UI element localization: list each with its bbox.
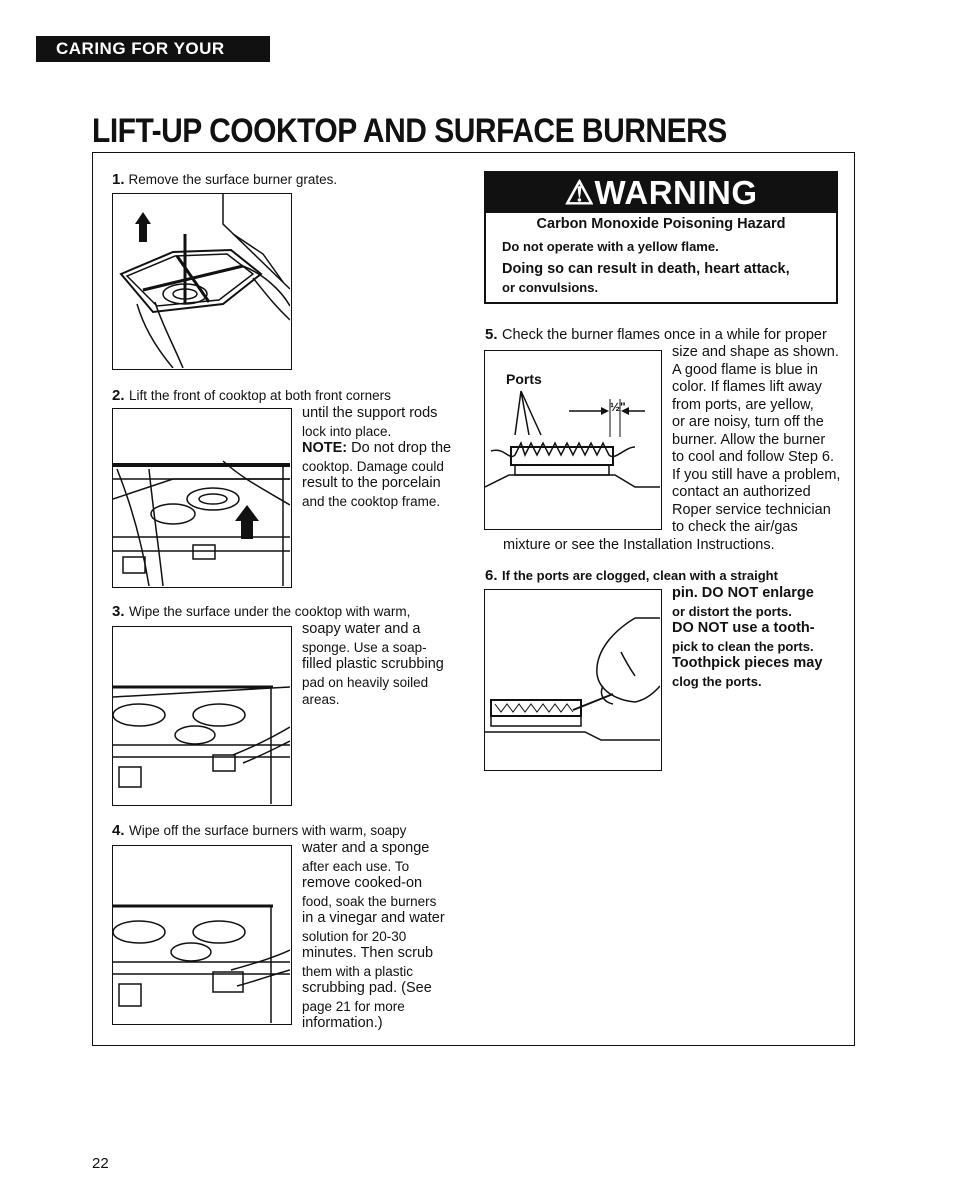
step-3-line: filled plastic scrubbing	[302, 656, 444, 672]
warning-triangle-icon: ⚠	[564, 174, 595, 211]
step-3-heading	[112, 603, 410, 621]
step-5-line: from ports, are yellow,	[672, 396, 814, 413]
step-2-illustration	[112, 408, 292, 588]
step-2-line: until the support rods	[302, 405, 438, 421]
step-4-heading	[112, 822, 406, 840]
warning-title-text: WARNING	[594, 174, 758, 211]
warning-line-2b: or convulsions.	[502, 280, 599, 295]
step-4-illustration	[112, 845, 292, 1025]
step-2-note	[302, 440, 451, 458]
step-5-line: to check the air/gas	[672, 519, 798, 535]
step-6-first-line: If the ports are clogged, clean with a straight	[501, 568, 778, 583]
warning-title	[486, 173, 836, 213]
section-header-bar	[36, 36, 270, 84]
step-3-illustration	[112, 626, 292, 806]
step-2-first-line: Lift the front of cooktop at both front corners	[128, 388, 391, 403]
step-1-number: 1.	[112, 171, 125, 188]
flame-measure-label: ½"	[610, 400, 626, 414]
step-5-line: contact an authorized	[672, 484, 811, 500]
step-6-illustration	[484, 589, 662, 771]
page-title: LIFT-UP COOKTOP AND SURFACE BURNERS	[92, 112, 727, 150]
clean-ports-drawing	[485, 590, 660, 769]
step-4-line: after each use. To	[302, 858, 410, 874]
step-5-line: A good flame is blue in	[672, 361, 818, 378]
grate-lift-drawing	[113, 194, 290, 368]
warning-line-2a: Doing so can result in death, heart attack,	[502, 261, 790, 277]
step-4-line: in a vinegar and water	[302, 910, 445, 926]
step-4-body	[302, 840, 445, 1033]
step-2-note-line: result to the porcelain	[302, 475, 441, 491]
step-6-line: or distort the ports.	[672, 603, 792, 619]
step-5-heading	[485, 326, 827, 345]
cooktop-lift-drawing	[113, 409, 290, 586]
step-6-line: pin. DO NOT enlarge	[672, 585, 814, 601]
step-4-line: information.)	[302, 1015, 383, 1031]
step-2-heading	[112, 387, 391, 405]
step-1-illustration	[112, 193, 292, 370]
step-4-line: them with a plastic	[302, 963, 414, 979]
step-4-first-line: Wipe off the surface burners with warm, soapy	[128, 823, 407, 838]
step-6-heading	[485, 567, 778, 585]
step-3-body	[302, 621, 444, 709]
step-5-body	[672, 344, 840, 537]
step-3-first-line: Wipe the surface under the cooktop with warm,	[128, 604, 411, 619]
step-3-number: 3.	[112, 603, 125, 620]
warning-line-1: Do not operate with a yellow flame.	[502, 239, 719, 254]
step-2-number: 2.	[112, 387, 125, 404]
step-6-line: clog the ports.	[672, 673, 762, 689]
step-3-line: sponge. Use a soap-	[302, 639, 427, 655]
step-4-line: food, soak the burners	[302, 893, 437, 909]
step-6-number: 6.	[485, 567, 498, 584]
page-number: 22	[92, 1155, 109, 1172]
step-5-line: If you still have a problem,	[672, 466, 841, 483]
step-2-note-line: cooktop. Damage could	[302, 458, 444, 474]
warning-header	[486, 173, 836, 213]
step-6-line: DO NOT use a tooth-	[672, 620, 815, 636]
step-5-line: or are noisy, turn off the	[672, 414, 824, 430]
step-3-line: areas.	[302, 692, 340, 707]
step-5-first-line: Check the burner flames once in a while for proper	[501, 327, 827, 343]
step-2-body	[302, 405, 451, 510]
step-1-instruction: Remove the surface burner grates.	[128, 172, 338, 187]
step-5-last-line: mixture or see the Installation Instructions.	[503, 537, 775, 553]
step-6-line: Toothpick pieces may	[672, 655, 823, 671]
step-5-line: burner. Allow the burner	[672, 431, 826, 448]
step-4-number: 4.	[112, 822, 125, 839]
step-4-line: minutes. Then scrub	[302, 945, 434, 961]
step-5-line: Roper service technician	[672, 501, 831, 518]
step-5-line: color. If flames lift away	[672, 379, 822, 395]
step-5-line: to cool and follow Step 6.	[672, 449, 835, 465]
step-1-text	[112, 171, 337, 190]
step-4-line: scrubbing pad. (See	[302, 980, 432, 996]
step-2-note-label: NOTE:	[302, 440, 348, 456]
step-4-line: remove cooked-on	[302, 875, 423, 891]
step-2-note-line: and the cooktop frame.	[302, 493, 441, 509]
step-2-note-text: Do not drop the	[347, 440, 452, 456]
step-4-line: water and a sponge	[302, 840, 430, 856]
step-2-line: lock into place.	[302, 423, 392, 439]
step-5-number: 5.	[485, 326, 498, 343]
step-5-line: size and shape as shown.	[672, 344, 839, 360]
step-4-line: page 21 for more	[302, 998, 405, 1014]
step-6-line: pick to clean the ports.	[672, 638, 814, 654]
step-6-body	[672, 585, 822, 690]
section-header-label: CARING FOR YOUR RANGE	[56, 39, 225, 84]
ports-label: Ports	[506, 371, 542, 387]
step-4-line: solution for 20-30	[302, 928, 407, 944]
wipe-burner-drawing	[113, 846, 290, 1023]
wipe-surface-drawing	[113, 627, 290, 804]
step-3-line: pad on heavily soiled	[302, 674, 429, 690]
warning-hazard: Carbon Monoxide Poisoning Hazard	[536, 216, 786, 232]
step-3-line: soapy water and a	[302, 621, 421, 637]
